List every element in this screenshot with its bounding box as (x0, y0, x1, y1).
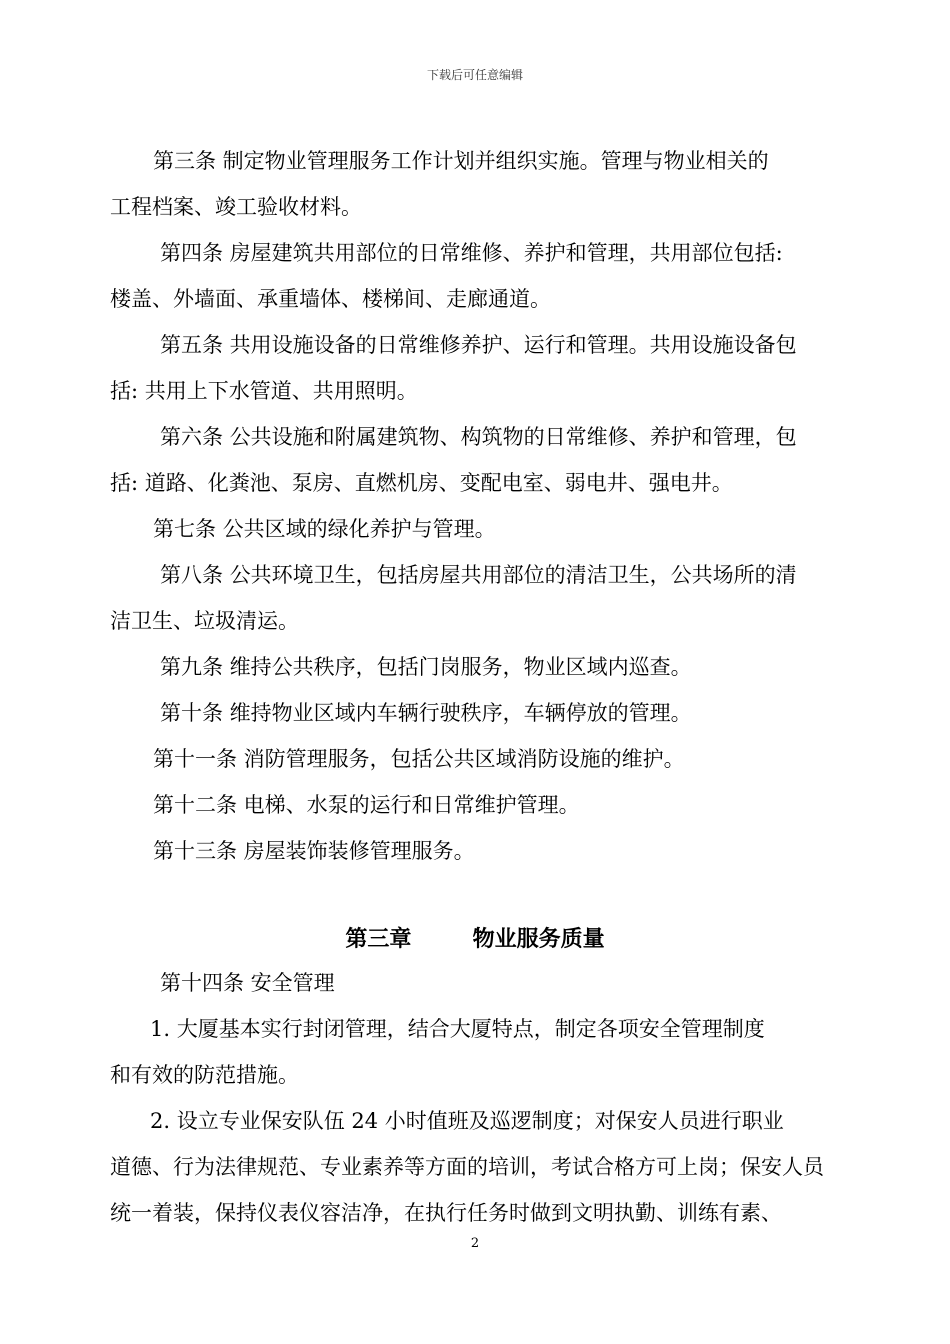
article-12-line: 第十二条 电梯、水泵的运行和日常维护管理。 (153, 793, 580, 817)
article-10-line: 第十条 维持物业区域内车辆行驶秩序，车辆停放的管理。 (160, 701, 692, 725)
article-5-line-1: 第五条 共用设施设备的日常维修养护、运行和管理。共用设施设备包 (160, 333, 797, 357)
item-2-line-2: 道德、行为法律规范、专业素养等方面的培训，考试合格方可上岗；保安人员 (110, 1155, 824, 1179)
article-6-line-2: 括: 道路、化粪池、泵房、直燃机房、变配电室、弱电井、强电井。 (110, 471, 733, 495)
article-14-title: 第十四条 安全管理 (160, 971, 335, 995)
article-7-line: 第七条 公共区域的绿化养护与管理。 (153, 517, 496, 541)
item-2-line-3: 统一着装，保持仪表仪容洁净，在执行任务时做到文明执勤、训练有素、 (110, 1201, 782, 1225)
article-11-line: 第十一条 消防管理服务，包括公共区域消防设施的维护。 (153, 747, 685, 771)
item-2-line-1: 2. 设立专业保安队伍 24 小时值班及巡逻制度；对保安人员进行职业 (150, 1109, 784, 1133)
article-8-line-1: 第八条 公共环境卫生，包括房屋共用部位的清洁卫生，公共场所的清 (160, 563, 797, 587)
article-5-line-2: 括: 共用上下水管道、共用照明。 (110, 379, 418, 403)
article-3-line-2: 工程档案、竣工验收材料。 (110, 195, 362, 219)
article-3-line-1: 第三条 制定物业管理服务工作计划并组织实施。管理与物业相关的 (153, 149, 769, 173)
article-13-line: 第十三条 房屋装饰装修管理服务。 (153, 839, 475, 863)
article-6-line-1: 第六条 公共设施和附属建筑物、构筑物的日常维修、养护和管理，包 (160, 425, 797, 449)
item-1-line-1: 1. 大厦基本实行封闭管理，结合大厦特点，制定各项安全管理制度 (150, 1017, 765, 1041)
header-note: 下载后可任意编辑 (426, 68, 523, 82)
page-number: 2 (470, 1236, 480, 1251)
article-4-line-2: 楼盖、外墙面、承重墙体、楼梯间、走廊通道。 (110, 287, 551, 311)
article-8-line-2: 洁卫生、垃圾清运。 (110, 609, 299, 633)
item-1-line-2: 和有效的防范措施。 (110, 1063, 299, 1087)
chapter-title: 第三章 物业服务质量 (345, 926, 605, 952)
article-4-line-1: 第四条 房屋建筑共用部位的日常维修、养护和管理，共用部位包括: (160, 241, 783, 265)
article-9-line: 第九条 维持公共秩序，包括门岗服务，物业区域内巡查。 (160, 655, 692, 679)
